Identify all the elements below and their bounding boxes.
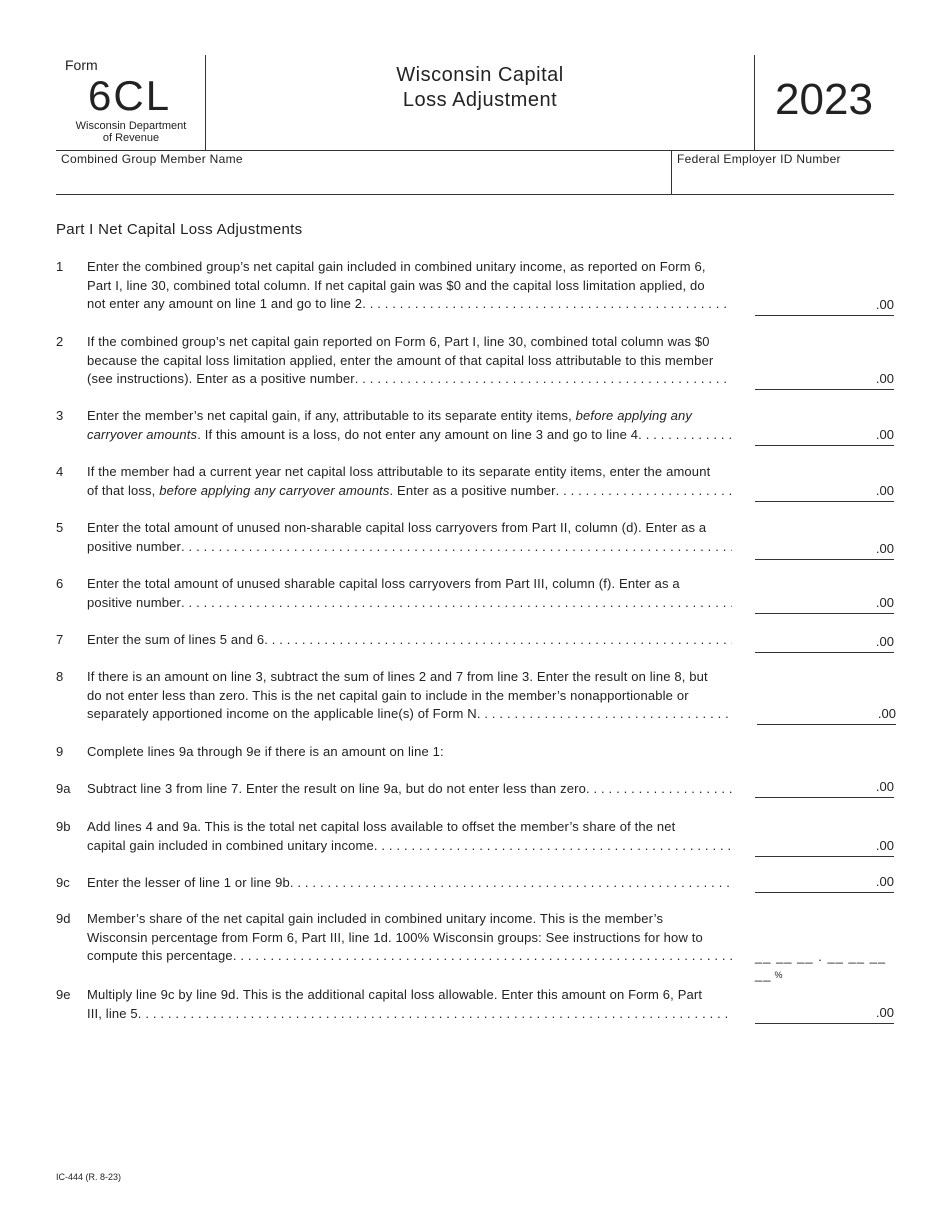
line-8-text <box>87 668 743 724</box>
form-title <box>206 63 754 113</box>
department-line-2: of Revenue <box>102 132 160 144</box>
department-line-1: Wisconsin Department <box>75 120 187 132</box>
department-name <box>58 120 204 144</box>
line-9b-text-row-1: Add lines 4 and 9a. This is the total net capital loss available to offset the member’s share of the net <box>87 819 676 834</box>
line-6-text-row-1: Enter the total amount of unused sharable capital loss carryovers from Part III, column (f). Enter as a <box>87 576 680 591</box>
line-6-text-row-2: positive number . . . <box>87 594 732 613</box>
line-3-number: 3 <box>56 408 64 423</box>
form-title-line-2: Loss Adjustment <box>402 89 558 111</box>
line-2-text-row-3: (see instructions). Enter as a positive number . . . <box>87 370 732 389</box>
line-9a-amount[interactable]: .00 <box>755 777 894 798</box>
line-5-text <box>87 519 743 556</box>
fein-field[interactable] <box>675 168 890 192</box>
line-2-amount[interactable]: .00 <box>755 369 894 390</box>
line-3-text-row-2: carryover amounts. If this amount is a loss, do not enter any amount on line 3 and go to line 4 . . . <box>87 426 732 445</box>
line-2-text <box>87 333 743 389</box>
line-9b-text-row-2: capital gain included in combined unitary income . . . <box>87 837 732 856</box>
line-9e-text-row-2: III, line 5 . . . <box>87 1005 732 1024</box>
line-9e-amount[interactable]: .00 <box>755 1003 894 1024</box>
line-7-text-row-1: Enter the sum of lines 5 and 6 . . . <box>87 631 732 650</box>
line-3-text-row-1: Enter the member’s net capital gain, if any, attributable to its separate entity items, before applying any <box>87 408 692 423</box>
line-9a-text-row-1: Subtract line 3 from line 7. Enter the result on line 9a, but do not enter less than zero . . . <box>87 780 732 799</box>
line-9a-number: 9a <box>56 781 71 796</box>
line-7-text <box>87 631 743 650</box>
line-2-text-row-2: because the capital loss limitation applied, enter the amount of that capital loss attributable to this member <box>87 352 714 368</box>
line-3-text <box>87 407 743 444</box>
form-revision-code: IC-444 (R. 8-23) <box>56 1172 122 1182</box>
line-5-text-row-2: positive number . . . <box>87 538 732 557</box>
line-3-amount[interactable]: .00 <box>755 425 894 446</box>
line-4-text-row-1: If the member had a current year net capital loss attributable to its separate entity items, enter the amount <box>87 464 711 479</box>
line-4-amount[interactable]: .00 <box>755 481 894 502</box>
line-1-number: 1 <box>56 259 64 274</box>
form-label: Form <box>65 57 98 73</box>
line-9d-text-row-3: compute this percentage . . . <box>87 947 732 966</box>
form-number: 6CL <box>88 72 172 119</box>
member-name-label: Combined Group Member Name <box>61 152 243 166</box>
line-9c-amount[interactable]: .00 <box>755 872 894 893</box>
percentage-blank: __ __ __ . __ __ __ __ <box>755 949 887 982</box>
line-4-text-row-2: of that loss, before applying any carryover amounts. Enter as a positive number . . . <box>87 482 732 501</box>
line-1-text <box>87 258 743 314</box>
line-1-text-row-3: not enter any amount on line 1 and go to line 2 . . . <box>87 295 732 314</box>
fein-label: Federal Employer ID Number <box>677 152 841 166</box>
line-8-amount[interactable]: .00 <box>757 704 896 725</box>
line-6-number: 6 <box>56 576 64 591</box>
line-7-number: 7 <box>56 632 64 647</box>
fields-top-rule <box>56 150 894 151</box>
line-2-number: 2 <box>56 334 64 349</box>
line-9e-number: 9e <box>56 987 71 1002</box>
form-title-line-1: Wisconsin Capital <box>396 64 564 86</box>
line-9d-text <box>87 910 743 966</box>
line-6-amount[interactable]: .00 <box>755 593 894 614</box>
line-9b-number: 9b <box>56 819 71 834</box>
line-9c-text-row-1: Enter the lesser of line 1 or line 9b . . . <box>87 874 732 893</box>
line-8-number: 8 <box>56 669 64 684</box>
percent-sign: % <box>774 970 784 980</box>
line-9d-number: 9d <box>56 911 71 926</box>
line-9d-percentage-field[interactable] <box>755 948 894 982</box>
member-name-field[interactable] <box>58 168 666 192</box>
line-8-text-row-3: separately apportioned income on the applicable line(s) of Form N . . . <box>87 705 732 724</box>
line-9d-text-row-2: Wisconsin percentage from Form 6, Part III, line 1d. 100% Wisconsin groups: See instructions for how to <box>87 929 703 945</box>
line-9e-text-row-1: Multiply line 9c by line 9d. This is the additional capital loss allowable. Enter this amount on Form 6, Part <box>87 987 703 1002</box>
line-5-text-row-1: Enter the total amount of unused non-sharable capital loss carryovers from Part II, column (d). Enter as a <box>87 520 707 535</box>
line-9b-amount[interactable]: .00 <box>755 836 894 857</box>
line-9-text-row-1: Complete lines 9a through 9e if there is an amount on line 1: <box>87 744 444 759</box>
line-9a-text <box>87 780 743 799</box>
line-9c-number: 9c <box>56 875 70 890</box>
line-9c-text <box>87 874 743 893</box>
fields-bottom-rule <box>56 194 894 195</box>
header-divider-right <box>754 55 755 150</box>
line-4-text <box>87 463 743 500</box>
line-7-amount[interactable]: .00 <box>755 632 894 653</box>
line-9b-text <box>87 818 743 855</box>
line-6-text <box>87 575 743 612</box>
part-1-title: Part I Net Capital Loss Adjustments <box>56 221 303 238</box>
line-9-number: 9 <box>56 744 64 759</box>
line-8-text-row-1: If there is an amount on line 3, subtract the sum of lines 2 and 7 from line 3. Enter the result on line 8, but <box>87 669 708 684</box>
line-1-amount[interactable]: .00 <box>755 295 894 316</box>
line-4-number: 4 <box>56 464 64 479</box>
line-9e-text <box>87 986 743 1023</box>
line-2-text-row-1: If the combined group’s net capital gain reported on Form 6, Part I, line 30, combined total column was $0 <box>87 334 710 349</box>
line-8-text-row-2: do not enter less than zero. This is the net capital gain to include in the member’s nonapportionable or <box>87 687 689 703</box>
line-9-text <box>87 743 743 762</box>
tax-year: 2023 <box>775 75 873 124</box>
line-1-text-row-2: Part I, line 30, combined total column. If net capital gain was $0 and the capital loss limitation applied, do <box>87 277 705 293</box>
line-9d-text-row-1: Member’s share of the net capital gain included in combined unitary income. This is the member’s <box>87 911 664 926</box>
line-1-text-row-1: Enter the combined group’s net capital gain included in combined unitary income, as reported on Form 6, <box>87 259 706 274</box>
fields-divider <box>671 150 672 195</box>
line-5-number: 5 <box>56 520 64 535</box>
line-5-amount[interactable]: .00 <box>755 539 894 560</box>
